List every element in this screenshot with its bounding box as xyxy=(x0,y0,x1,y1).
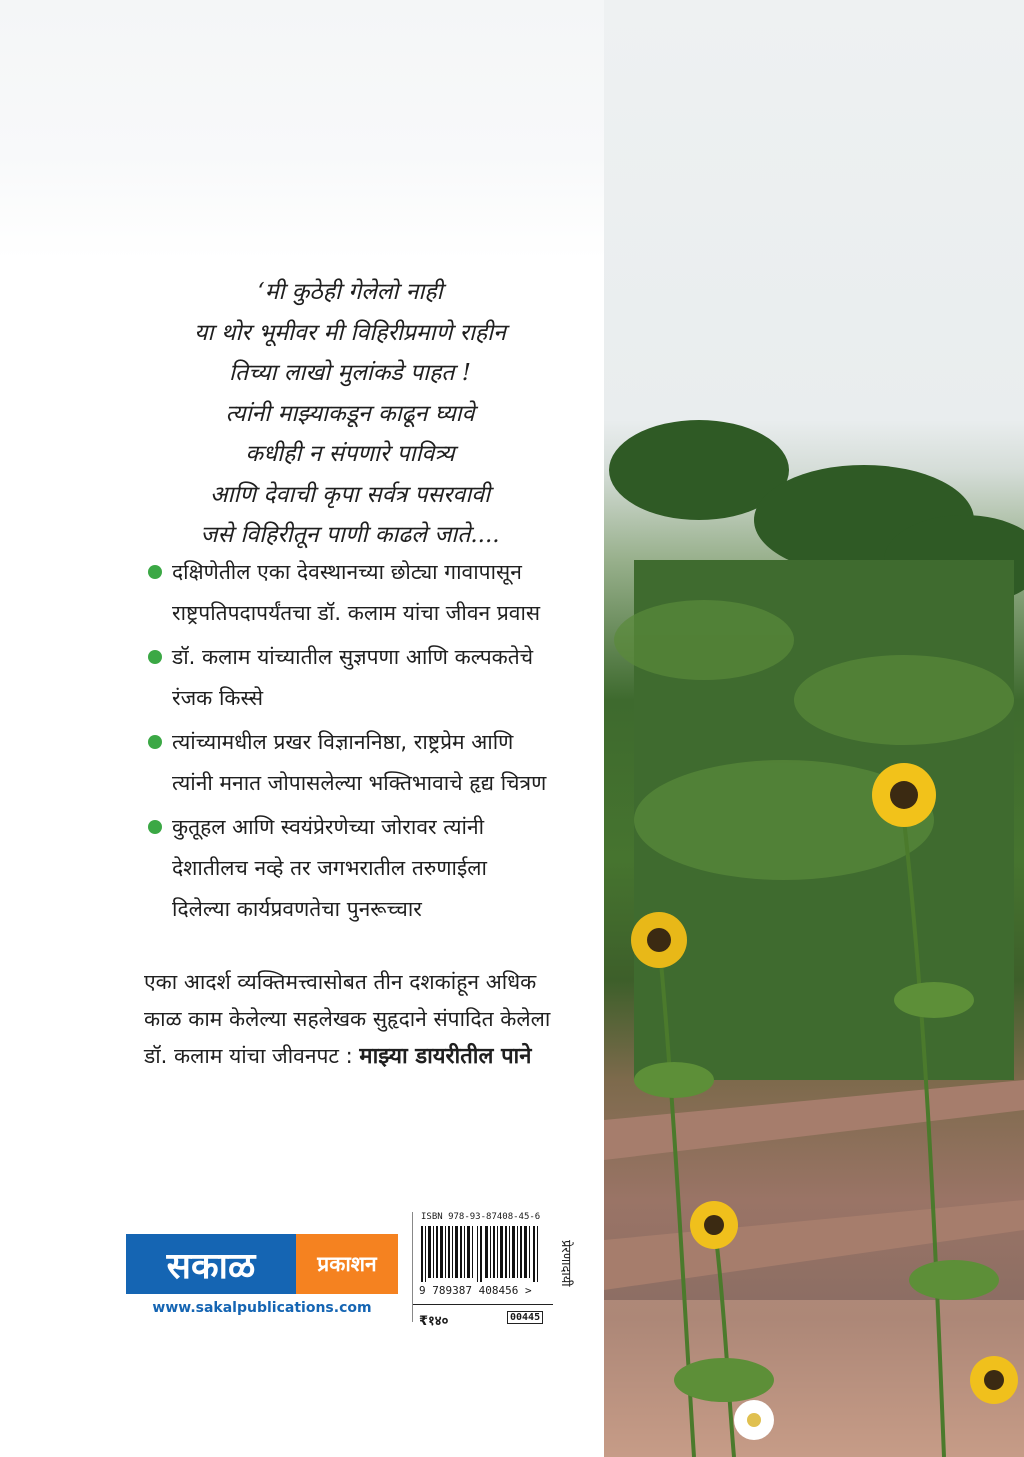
bullet-dot-icon xyxy=(148,820,162,834)
list-item xyxy=(148,637,548,719)
price: ₹१४० xyxy=(419,1314,449,1329)
bullet-text: त्यांच्यामधील प्रखर विज्ञाननिष्ठा, राष्ट्रप्रेम आणि त्यांनी मनात जोपासलेल्या भक्तिभावाचे हृद्य चित्रण xyxy=(172,730,547,795)
bullet-dot-icon xyxy=(148,735,162,749)
quote-line: तिच्या लाखो मुलांकडे पाहत ! xyxy=(229,360,471,386)
garden-photo xyxy=(604,0,1024,1457)
barcode-icon xyxy=(421,1226,545,1282)
quote-line: ‘मी कुठेही गेलेलो नाही xyxy=(257,279,443,305)
book-summary xyxy=(144,964,564,1075)
quote-line: कधीही न संपणारे पावित्र्य xyxy=(245,441,455,467)
category-label: प्रेरणादायी xyxy=(558,1240,573,1287)
publisher-label: प्रकाशन xyxy=(296,1234,398,1294)
list-item xyxy=(148,552,548,634)
publisher-logo xyxy=(126,1234,398,1316)
barcode-digits: 9 789387 408456 > xyxy=(419,1284,532,1297)
barcode-block xyxy=(412,1212,549,1329)
book-title: माझ्या डायरीतील पाने xyxy=(359,1044,532,1069)
quote-line: जसे विहिरीतून पाणी काढले जाते.... xyxy=(200,522,500,548)
product-code: 00445 xyxy=(507,1311,543,1324)
publisher-name: सकाळ xyxy=(126,1234,296,1294)
bullet-dot-icon xyxy=(148,565,162,579)
bullet-text: कुतूहल आणि स्वयंप्रेरणेच्या जोरावर त्यांनी देशातीलच नव्हे तर जगभरातील तरुणाईला दिलेल्या कार्यप्रवणतेचा पुनरूच्चार xyxy=(172,815,487,921)
bullet-dot-icon xyxy=(148,650,162,664)
isbn-text: ISBN 978-93-87408-45-6 xyxy=(421,1212,541,1222)
poem-quote xyxy=(140,272,560,556)
list-item xyxy=(148,722,548,804)
publisher-url[interactable]: www.sakalpublications.com xyxy=(152,1300,372,1316)
quote-line: या थोर भूमीवर मी विहिरीप्रमाणे राहीन xyxy=(194,319,506,346)
quote-line: आणि देवाची कृपा सर्वत्र पसरवावी xyxy=(209,481,491,508)
bullet-text: डॉ. कलाम यांच्यातील सुज्ञपणा आणि कल्पकतेचे रंजक किस्से xyxy=(172,645,534,710)
price-row xyxy=(413,1304,553,1329)
summary-text: एका आदर्श व्यक्तिमत्त्वासोबत तीन दशकांहून अधिक काळ काम केलेल्या सहलेखक सुहृदाने संपादित केलेला डॉ. कलाम यांचा जीवनपट : xyxy=(144,970,551,1068)
bullet-text: दक्षिणेतील एका देवस्थानच्या छोट्या गावापासून राष्ट्रपतिपदापर्यंतचा डॉ. कलाम यांचा जीवन प्रवास xyxy=(172,560,541,625)
highlights-list xyxy=(148,552,548,933)
list-item xyxy=(148,807,548,930)
quote-line: त्यांनी माझ्याकडून काढून घ्यावे xyxy=(225,400,475,427)
